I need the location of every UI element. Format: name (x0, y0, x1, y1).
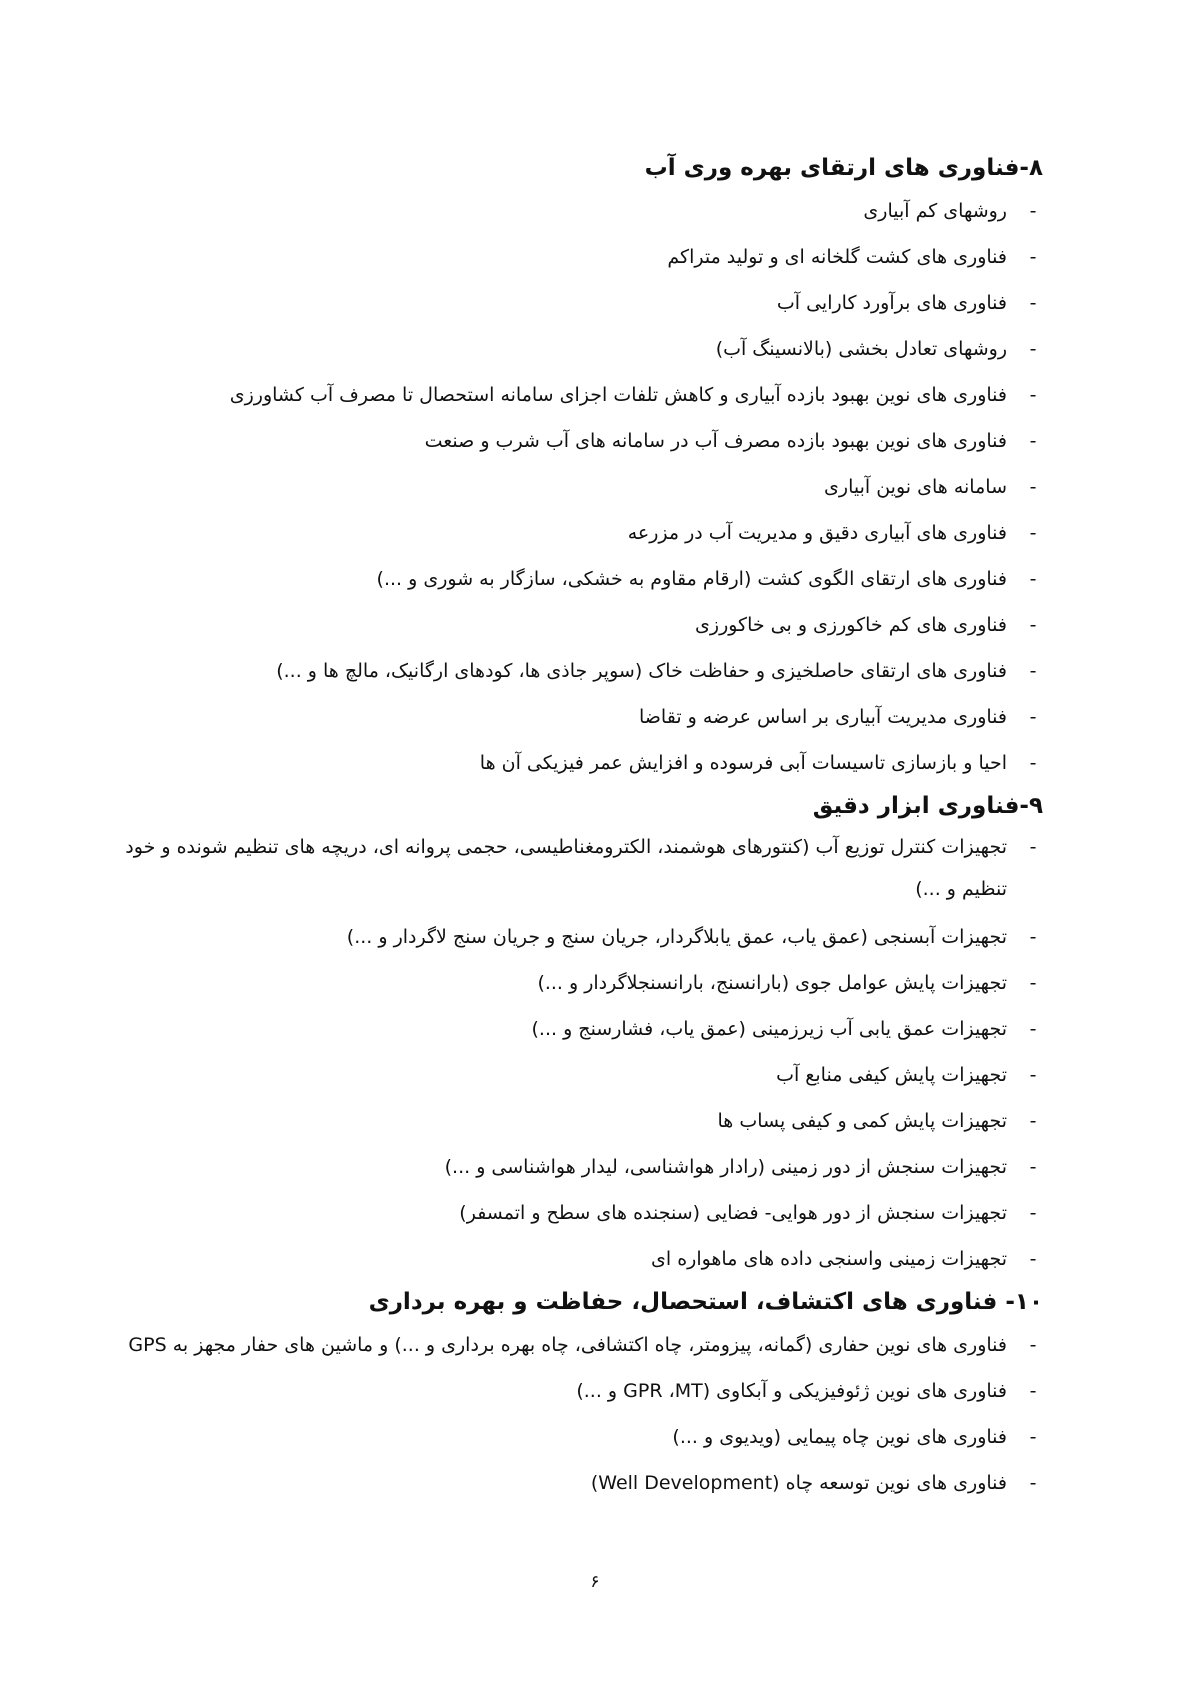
item-text: احیا و بازسازی تاسیسات آبی فرسوده و افزایش عمر فیزیکی آن ها (479, 752, 1007, 774)
section-heading: ۱۰- فناوری های اکتشاف، استحصال، حفاظت و بهره برداری (368, 1289, 1043, 1315)
bullet-dash: - (1029, 1426, 1037, 1448)
bullet-dash: - (1029, 972, 1037, 994)
list-item (113, 960, 1043, 1006)
bullet-dash: - (1029, 384, 1037, 406)
item-text: فناوری های نوین ژئوفیزیکی و آبکاوی (GPR ،MT و ...) (576, 1380, 1007, 1402)
item-text: تجهیزات آبسنجی (عمق یاب، عمق یابلاگردار، جریان سنج و جریان سنج لاگردار و ...) (346, 926, 1007, 948)
list-item (113, 1322, 1043, 1368)
bullet-dash: - (1029, 338, 1037, 360)
bullet-dash: - (1029, 1472, 1037, 1494)
item-text: روشهای تعادل بخشی (بالانسینگ آب) (715, 338, 1007, 360)
item-text: فناوری مدیریت آبیاری بر اساس عرضه و تقاضا (639, 706, 1007, 728)
list-item (113, 234, 1043, 280)
section-10 (113, 1282, 1043, 1506)
item-text: فناوری های نوین چاه پیمایی (ویدیوی و ...) (672, 1426, 1007, 1448)
item-list (113, 1322, 1043, 1506)
list-item (113, 280, 1043, 326)
item-text: فناوری های نوین حفاری (گمانه، پیزومتر، چاه اکتشافی، چاه بهره برداری و ...) و ماشین های حفار مجهز به GPS (128, 1334, 1007, 1356)
list-item (113, 914, 1043, 960)
item-text: فناوری های نوین بهبود بازده مصرف آب در سامانه های آب شرب و صنعت (424, 430, 1007, 452)
list-item (113, 556, 1043, 602)
list-item (113, 326, 1043, 372)
bullet-dash: - (1029, 1018, 1037, 1040)
item-text: فناوری های برآورد کارایی آب (776, 292, 1007, 314)
list-item (113, 1098, 1043, 1144)
list-item (113, 418, 1043, 464)
bullet-dash: - (1029, 660, 1037, 682)
list-item (113, 1460, 1043, 1506)
list-item (113, 740, 1043, 786)
bullet-dash: - (1029, 568, 1037, 590)
item-text: تجهیزات پایش کیفی منابع آب (776, 1064, 1007, 1086)
bullet-dash: - (1029, 1334, 1037, 1356)
bullet-dash: - (1029, 1380, 1037, 1402)
bullet-dash: - (1029, 1064, 1037, 1086)
bullet-dash: - (1029, 706, 1037, 728)
item-text: فناوری های ارتقای الگوی کشت (ارقام مقاوم به خشکی، سازگار به شوری و ...) (376, 568, 1007, 590)
item-list (113, 188, 1043, 786)
page-content (113, 148, 1043, 1506)
list-item (113, 1052, 1043, 1098)
bullet-dash: - (1029, 926, 1037, 948)
list-item (113, 464, 1043, 510)
item-text: فناوری های نوین بهبود بازده آبیاری و کاهش تلفات اجزای سامانه استحصال تا مصرف آب کشاورزی (229, 384, 1007, 406)
item-text: تجهیزات سنجش از دور زمینی (رادار هواشناسی، لیدار هواشناسی و ...) (444, 1156, 1007, 1178)
section-heading: ۸-فناوری های ارتقای بهره وری آب (644, 155, 1043, 181)
item-text: تجهیزات زمینی واسنجی داده های ماهواره ای (651, 1248, 1007, 1270)
bullet-dash: - (1029, 836, 1037, 858)
item-text: سامانه های نوین آبیاری (824, 476, 1007, 498)
section-9 (113, 786, 1043, 1282)
list-item (113, 602, 1043, 648)
list-item (113, 188, 1043, 234)
item-text: تجهیزات عمق یابی آب زیرزمینی (عمق یاب، فشارسنج و ...) (531, 1018, 1007, 1040)
list-item (113, 648, 1043, 694)
bullet-dash: - (1029, 476, 1037, 498)
bullet-dash: - (1029, 200, 1037, 222)
list-item (113, 1368, 1043, 1414)
item-text: تجهیزات پایش عوامل جوی (بارانسنج، بارانسنجلاگردار و ...) (537, 972, 1007, 994)
bullet-dash: - (1029, 246, 1037, 268)
list-item (113, 1144, 1043, 1190)
item-text: تجهیزات پایش کمی و کیفی پساب ها (717, 1110, 1007, 1132)
bullet-dash: - (1029, 752, 1037, 774)
page-number: ۶ (590, 1572, 600, 1592)
item-list (113, 826, 1043, 1282)
list-item (113, 510, 1043, 556)
bullet-dash: - (1029, 430, 1037, 452)
list-item (113, 1190, 1043, 1236)
bullet-dash: - (1029, 1202, 1037, 1224)
bullet-dash: - (1029, 522, 1037, 544)
section-8 (113, 148, 1043, 786)
bullet-dash: - (1029, 292, 1037, 314)
item-text: فناوری های کم خاکورزی و بی خاکورزی (695, 614, 1007, 636)
bullet-dash: - (1029, 1156, 1037, 1178)
bullet-dash: - (1029, 1110, 1037, 1132)
item-text: فناوری های آبیاری دقیق و مدیریت آب در مزرعه (627, 522, 1007, 544)
list-item (113, 1006, 1043, 1052)
item-text: تجهیزات کنترل توزیع آب (کنتورهای هوشمند، الکترومغناطیسی، حجمی پروانه ای، دریچه های تنظیم شونده و خود تنظیم و ...) (125, 836, 1007, 900)
list-item (113, 372, 1043, 418)
item-text: تجهیزات سنجش از دور هوایی- فضایی (سنجنده های سطح و اتمسفر) (459, 1202, 1007, 1224)
section-heading: ۹-فناوری ابزار دقیق (812, 793, 1043, 819)
list-item (113, 1236, 1043, 1282)
bullet-dash: - (1029, 614, 1037, 636)
item-text: فناوری های ارتقای حاصلخیزی و حفاظت خاک (سوپر جاذی ها، کودهای ارگانیک، مالچ ها و ...) (276, 660, 1007, 682)
list-item (113, 694, 1043, 740)
item-text: فناوری های نوین توسعه چاه (Well Development) (590, 1472, 1007, 1494)
bullet-dash: - (1029, 1248, 1037, 1270)
list-item (113, 1414, 1043, 1460)
item-text: روشهای کم آبیاری (863, 200, 1007, 222)
list-item (113, 826, 1043, 914)
item-text: فناوری های کشت گلخانه ای و تولید متراکم (667, 246, 1007, 268)
